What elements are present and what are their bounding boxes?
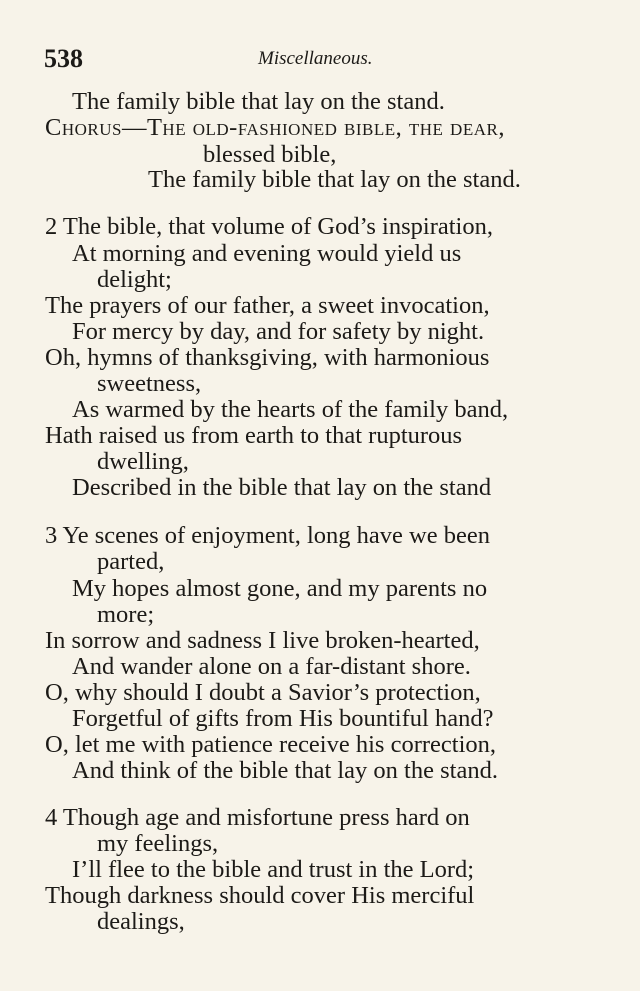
hymn-line: dwelling, xyxy=(97,448,189,475)
verse-4-first-line: 4 Though age and misfortune press hard on xyxy=(45,804,470,831)
hymn-line: I’ll flee to the bible and trust in the Lord; xyxy=(72,856,475,883)
hymn-line: The family bible that lay on the stand. xyxy=(148,166,521,193)
hymn-line: And think of the bible that lay on the stand. xyxy=(72,757,498,784)
verse-2-first-line: 2 The bible, that volume of God’s inspiration, xyxy=(45,213,493,240)
hymn-line: At morning and evening would yield us xyxy=(72,240,462,267)
hymn-line: delight; xyxy=(97,266,172,293)
hymn-line: The family bible that lay on the stand. xyxy=(72,88,445,115)
chorus-line: Chorus—The old-fashioned bible, the dear, xyxy=(45,114,505,141)
hymn-line: Though darkness should cover His merciful xyxy=(45,882,475,909)
hymn-line: In sorrow and sadness I live broken-hearted, xyxy=(45,627,480,654)
hymn-line: O, let me with patience receive his correction, xyxy=(45,731,497,758)
hymn-line: more; xyxy=(97,601,155,628)
hymn-line: Forgetful of gifts from His bountiful hand? xyxy=(72,705,494,732)
hymn-line: parted, xyxy=(97,548,165,575)
hymn-line: For mercy by day, and for safety by night. xyxy=(72,318,485,345)
hymn-line: Described in the bible that lay on the stand xyxy=(72,474,492,501)
hymn-line: And wander alone on a far-distant shore. xyxy=(72,653,471,680)
hymn-line: sweetness, xyxy=(97,370,202,397)
verse-3-first-line: 3 Ye scenes of enjoyment, long have we been xyxy=(45,522,490,549)
page-header xyxy=(0,44,640,74)
running-head: Miscellaneous. xyxy=(258,48,373,69)
hymn-line: The prayers of our father, a sweet invocation, xyxy=(45,292,490,319)
hymn-line: my feelings, xyxy=(97,830,219,857)
hymn-line: blessed bible, xyxy=(203,141,337,168)
hymn-line: Hath raised us from earth to that rupturous xyxy=(45,422,463,449)
hymn-line: As warmed by the hearts of the family band, xyxy=(72,396,509,423)
hymn-line: dealings, xyxy=(97,908,185,935)
hymn-line: Oh, hymns of thanksgiving, with harmonious xyxy=(45,344,490,371)
page-number: 538 xyxy=(44,44,83,73)
hymn-line: My hopes almost gone, and my parents no xyxy=(72,575,488,602)
hymn-line: O, why should I doubt a Savior’s protection, xyxy=(45,679,481,706)
